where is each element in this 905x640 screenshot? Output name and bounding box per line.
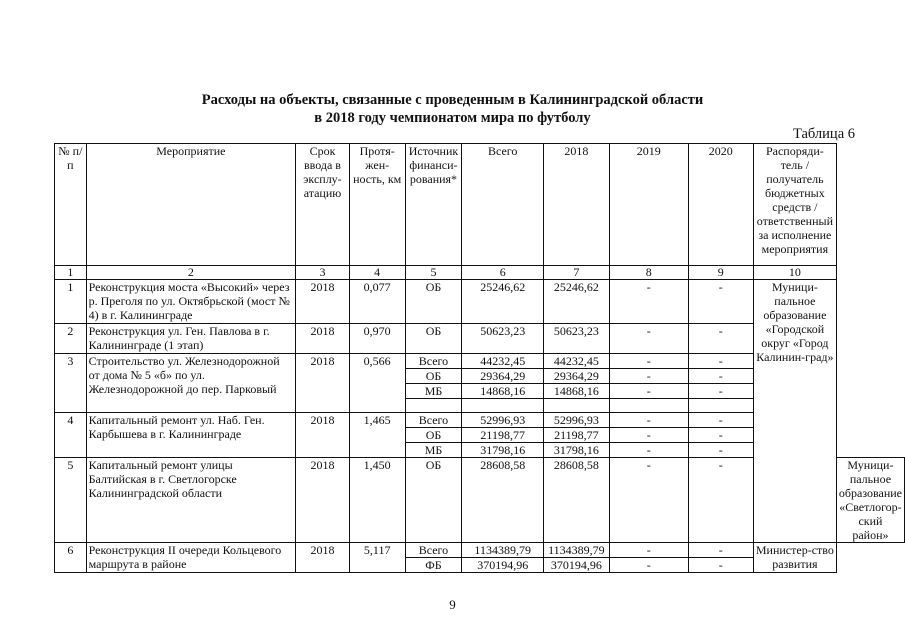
row-event: Реконструкция моста «Высокий» через р. Преголя по ул. Октябрьской (мост № 4) в г. Калининграде xyxy=(86,280,295,324)
row-2018: 52996,93 xyxy=(543,413,609,428)
col-number: 2 xyxy=(86,266,295,280)
row-2019: - xyxy=(609,413,688,428)
row-term: 2018 xyxy=(296,413,350,458)
col-number: 8 xyxy=(609,266,688,280)
row-length: 1,465 xyxy=(349,413,405,458)
row-total: 31798,16 xyxy=(462,443,544,458)
row-source: Всего xyxy=(405,413,462,428)
row-source: МБ xyxy=(405,384,462,399)
empty-cell xyxy=(609,399,688,413)
col-number: 7 xyxy=(543,266,609,280)
row-term: 2018 xyxy=(296,543,350,573)
col-number: 9 xyxy=(688,266,753,280)
row-2020: - xyxy=(688,543,753,558)
row-2020: - xyxy=(688,369,753,384)
row-source: МБ xyxy=(405,443,462,458)
header-2019: 2019 xyxy=(609,144,688,266)
col-number: 4 xyxy=(349,266,405,280)
row-total: 52996,93 xyxy=(462,413,544,428)
header-length: Протя-жен-ность, км xyxy=(349,144,405,266)
manager-cell-2: Муници-пальное образование «Светлогор-ский район» xyxy=(836,458,904,543)
row-2020: - xyxy=(688,443,753,458)
row-2019: - xyxy=(609,369,688,384)
row-2018: 21198,77 xyxy=(543,428,609,443)
row-2019: - xyxy=(609,558,688,573)
row-2020: - xyxy=(688,354,753,369)
row-source: ОБ xyxy=(405,458,462,543)
row-number: 4 xyxy=(55,413,87,458)
row-total: 50623,23 xyxy=(462,324,544,354)
row-2019: - xyxy=(609,354,688,369)
row-2020: - xyxy=(688,458,753,543)
row-2018: 1134389,79 xyxy=(543,543,609,558)
row-total: 1134389,79 xyxy=(462,543,544,558)
col-number: 6 xyxy=(462,266,544,280)
row-2020: - xyxy=(688,324,753,354)
row-total: 25246,62 xyxy=(462,280,544,324)
row-number: 2 xyxy=(55,324,87,354)
row-2018: 28608,58 xyxy=(543,458,609,543)
row-event: Капитальный ремонт улицы Балтийская в г. Светлогорске Калининградской области xyxy=(86,458,295,543)
row-term: 2018 xyxy=(296,324,350,354)
row-2018: 50623,23 xyxy=(543,324,609,354)
empty-cell xyxy=(405,399,462,413)
header-event: Мероприятие xyxy=(86,144,295,266)
table-row xyxy=(55,543,905,558)
row-2019: - xyxy=(609,543,688,558)
table-row xyxy=(55,280,905,324)
row-2019: - xyxy=(609,324,688,354)
row-2019: - xyxy=(609,428,688,443)
row-source: ОБ xyxy=(405,369,462,384)
page-number: 9 xyxy=(449,597,456,612)
manager-cell-1: Муници-пальное образование «Городской округ «Город Калинин-град» xyxy=(753,280,836,543)
table-label: Таблица 6 xyxy=(792,126,855,142)
header-2018: 2018 xyxy=(543,144,609,266)
col-number: 3 xyxy=(296,266,350,280)
row-term: 2018 xyxy=(296,280,350,324)
row-length: 5,117 xyxy=(349,543,405,573)
row-2018: 29364,29 xyxy=(543,369,609,384)
row-source: ОБ xyxy=(405,324,462,354)
row-number: 6 xyxy=(55,543,87,573)
row-total: 14868,16 xyxy=(462,384,544,399)
empty-cell xyxy=(462,399,544,413)
column-number-row xyxy=(55,266,905,280)
row-event: Реконструкция ул. Ген. Павлова в г. Калининграде (1 этап) xyxy=(86,324,295,354)
col-number: 1 xyxy=(55,266,87,280)
row-2018: 44232,45 xyxy=(543,354,609,369)
row-number: 3 xyxy=(55,354,87,413)
row-2019: - xyxy=(609,280,688,324)
row-source: Всего xyxy=(405,354,462,369)
row-total: 21198,77 xyxy=(462,428,544,443)
row-number: 5 xyxy=(55,458,87,543)
row-2019: - xyxy=(609,458,688,543)
row-event: Капитальный ремонт ул. Наб. Ген. Карбышева в г. Калининграде xyxy=(86,413,295,458)
row-total: 29364,29 xyxy=(462,369,544,384)
expenses-table xyxy=(54,143,905,573)
header-manager: Распоряди-тель / получатель бюджетных средств / ответственный за исполнение мероприятия xyxy=(753,144,836,266)
row-2018: 14868,16 xyxy=(543,384,609,399)
row-total: 370194,96 xyxy=(462,558,544,573)
col-number: 5 xyxy=(405,266,462,280)
header-term: Срок ввода в эксплу-атацию xyxy=(296,144,350,266)
manager-cell-3: Министер-ство развития xyxy=(753,543,836,573)
row-2018: 25246,62 xyxy=(543,280,609,324)
row-length: 0,566 xyxy=(349,354,405,413)
empty-cell xyxy=(543,399,609,413)
row-2020: - xyxy=(688,413,753,428)
header-2020: 2020 xyxy=(688,144,753,266)
row-length: 0,077 xyxy=(349,280,405,324)
row-length: 0,970 xyxy=(349,324,405,354)
row-event: Строительство ул. Железнодорожной от дома № 5 «б» по ул. Железнодорожной до пер. Парковый xyxy=(86,354,295,413)
row-total: 44232,45 xyxy=(462,354,544,369)
row-event: Реконструкция II очереди Кольцевого маршрута в районе xyxy=(86,543,295,573)
document-title-line1: Расходы на объекты, связанные с проведенным в Калининградской области xyxy=(201,92,704,108)
row-2020: - xyxy=(688,558,753,573)
row-source: ФБ xyxy=(405,558,462,573)
header-source: Источник финанси-рования* xyxy=(405,144,462,266)
row-term: 2018 xyxy=(296,354,350,413)
row-number: 1 xyxy=(55,280,87,324)
row-2020: - xyxy=(688,428,753,443)
col-number: 10 xyxy=(753,266,836,280)
row-length: 1,450 xyxy=(349,458,405,543)
row-total: 28608,58 xyxy=(462,458,544,543)
row-term: 2018 xyxy=(296,458,350,543)
row-source: ОБ xyxy=(405,428,462,443)
row-2018: 31798,16 xyxy=(543,443,609,458)
row-source: Всего xyxy=(405,543,462,558)
row-2018: 370194,96 xyxy=(543,558,609,573)
document-title-line2: в 2018 году чемпионатом мира по футболу xyxy=(314,110,591,126)
row-2019: - xyxy=(609,384,688,399)
header-num: № п/п xyxy=(55,144,87,266)
row-2020: - xyxy=(688,280,753,324)
header-row xyxy=(55,144,905,266)
header-total: Всего xyxy=(462,144,544,266)
row-2020: - xyxy=(688,384,753,399)
row-2019: - xyxy=(609,443,688,458)
empty-cell xyxy=(688,399,753,413)
row-source: ОБ xyxy=(405,280,462,324)
